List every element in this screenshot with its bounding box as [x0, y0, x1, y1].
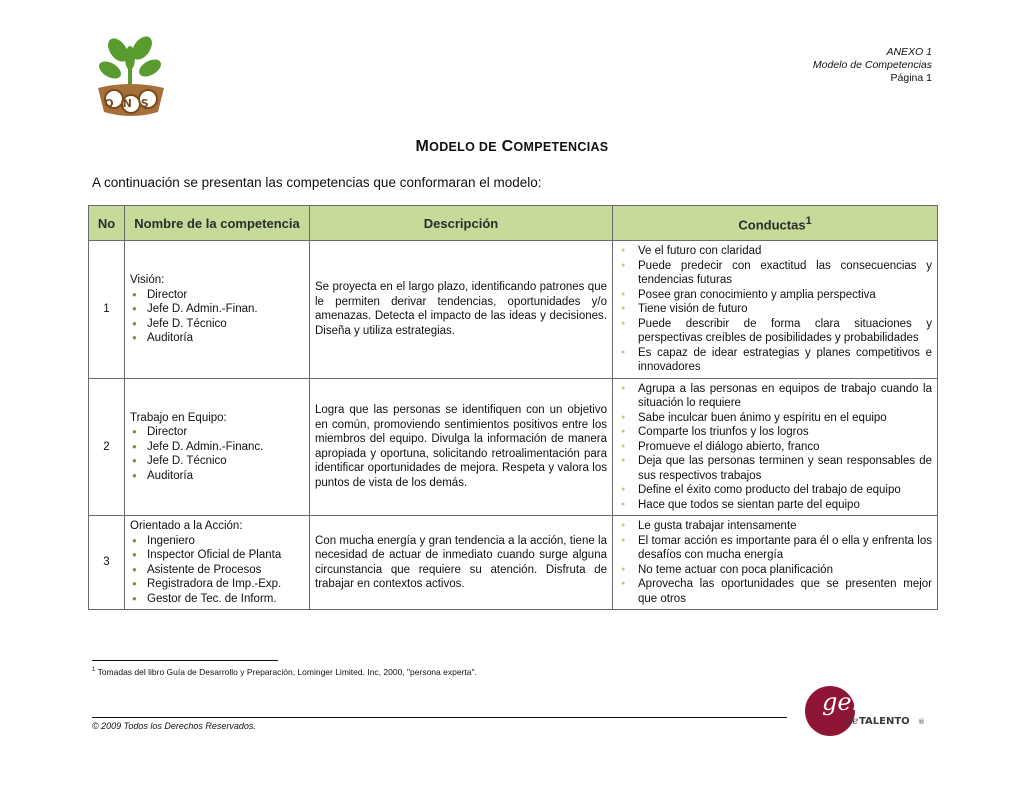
role-list [130, 534, 304, 607]
footnote-text: Tomadas del libro Guía de Desarrollo y Preparación, Lominger Limited. Inc, 2000, "persona experta". [97, 667, 477, 677]
footnote-marker: 1 [92, 667, 96, 674]
row-number: 1 [89, 241, 125, 379]
behavior-item: ● El tomar acción es importante para él o ella y enfrenta los desafíos con mucha energía [618, 534, 932, 563]
competency-name: Visión: [130, 274, 165, 286]
behavior-item: ● Puede describir de forma clara situaciones y perspectivas creíbles de posibilidades y probabilidades [618, 317, 932, 346]
role-item: ● Jefe D. Admin.-Financ. [130, 440, 304, 455]
role-item: ● Gestor de Tec. de Inform. [130, 592, 304, 607]
page-number: Página 1 [890, 72, 932, 84]
behavior-item: ● Ve el futuro con claridad [618, 244, 932, 259]
page-title [0, 138, 1024, 156]
intro-text: A continuación se presentan las competencias que conformaran el modelo: [92, 175, 542, 190]
role-item: ● Director [130, 288, 304, 303]
role-item: ● Jefe D. Técnico [130, 454, 304, 469]
table-row [89, 516, 938, 610]
document-name: Modelo de Competencias [812, 59, 932, 71]
col-header-description: Descripción [310, 206, 613, 241]
role-item: ● Jefe D. Admin.-Finan. [130, 302, 304, 317]
competency-cell [125, 516, 310, 610]
behaviors-cell [613, 516, 938, 610]
table-header-row [89, 206, 938, 241]
title-initial-1: M [415, 138, 430, 155]
behavior-item: ● Es capaz de idear estrategias y planes competitivos e innovadores [618, 346, 932, 375]
behavior-item: ● Aprovecha las oportunidades que se presenten mejor que otros [618, 577, 932, 606]
annex-label: ANEXO 1 [886, 46, 932, 58]
gente-de-talento-logo [804, 682, 940, 740]
behavior-item: ● Sabe inculcar buen ánimo y espíritu en el equipo [618, 411, 932, 426]
behaviors-cell [613, 378, 938, 516]
competency-cell [125, 378, 310, 516]
role-item: ● Inspector Oficial de Planta [130, 548, 304, 563]
behavior-item: ● Define el éxito como producto del trabajo de equipo [618, 483, 932, 498]
role-item: ● Registradora de Imp.-Exp. [130, 577, 304, 592]
ons-logo [92, 36, 170, 120]
behavior-item: ● No teme actuar con poca planificación [618, 563, 932, 578]
brand-reg: ® [918, 718, 925, 726]
competency-name: Trabajo en Equipo: [130, 411, 227, 424]
competencies-table [88, 205, 938, 610]
col-header-no: No [89, 206, 125, 241]
behaviors-cell [613, 241, 938, 379]
col-header-name: Nombre de la competencia [125, 206, 310, 241]
behavior-item: ● Hace que todos se sientan parte del equipo [618, 498, 932, 513]
behaviors-header-text: Conductas [738, 217, 806, 233]
behavior-item: ● Comparte los triunfos y los logros [618, 425, 932, 440]
footnote-separator [92, 660, 278, 661]
col-header-behaviors [613, 206, 938, 241]
title-initial-2: C [501, 138, 514, 155]
description-cell: Se proyecta en el largo plazo, identificando patrones que le permiten derivar tendencias, oportunidades y/o amenazas. Detecta el impacto de las ideas y decisiones. Diseña y utiliza estrategias. [310, 241, 613, 379]
table-row [89, 241, 938, 379]
competency-name: Orientado a la Acción: [130, 520, 243, 532]
role-item: ● Ingeniero [130, 534, 304, 549]
role-list [130, 425, 304, 483]
footnote-ref: 1 [805, 214, 812, 227]
behavior-item: ● Deja que las personas terminen y sean responsables de sus respectivos trabajos [618, 454, 932, 483]
role-item: ● Asistente de Procesos [130, 563, 304, 578]
title-rest-2: OMPETENCIAS [513, 140, 609, 154]
role-list [130, 288, 304, 346]
footer-separator [92, 717, 787, 718]
brand-script: gente [822, 688, 891, 716]
competency-cell [125, 241, 310, 379]
role-item: ● Auditoría [130, 331, 304, 346]
role-item: ● Jefe D. Técnico [130, 317, 304, 332]
behavior-item: ● Agrupa a las personas en equipos de trabajo cuando la situación lo requiere [618, 382, 932, 411]
plant-leaves-icon [96, 36, 164, 86]
footnote [92, 667, 477, 677]
brand-de: de [846, 716, 859, 727]
row-number: 3 [89, 516, 125, 610]
behavior-item: ● Puede predecir con exactitud las consecuencias y tendencias futuras [618, 259, 932, 288]
role-item: ● Director [130, 425, 304, 440]
behavior-list [618, 244, 932, 375]
behavior-item: ● Le gusta trabajar intensamente [618, 519, 932, 534]
title-rest-1: ODELO DE [429, 140, 497, 154]
description-cell: Con mucha energía y gran tendencia a la acción, tiene la necesidad de actuar de inmediato cuando surge alguna circunstancia que requiere su atención. Disfruta de trabajar en contextos activos. [310, 516, 613, 610]
behavior-list [618, 519, 932, 606]
role-item: ● Auditoría [130, 469, 304, 484]
row-number: 2 [89, 378, 125, 516]
page-header [813, 46, 932, 85]
copyright-text: © 2009 Todos los Derechos Reservados. [92, 721, 256, 731]
behavior-item: ● Posee gran conocimiento y amplia perspectiva [618, 288, 932, 303]
behavior-item: ● Promueve el diálogo abierto, franco [618, 440, 932, 455]
table-row [89, 378, 938, 516]
logo-text: ONS [104, 97, 158, 110]
description-cell: Logra que las personas se identifiquen con un objetivo en común, promoviendo sentimientos positivos entre los miembros del equipo. Divulga la información de manera apropiada y oportuna, solicitando retroalimentación para identificar oportunidades de mejora. Respeta y valora los puntos de vista de los demás. [310, 378, 613, 516]
behavior-item: ● Tiene visión de futuro [618, 302, 932, 317]
brand-name: TALENTO [859, 716, 910, 727]
behavior-list [618, 382, 932, 513]
